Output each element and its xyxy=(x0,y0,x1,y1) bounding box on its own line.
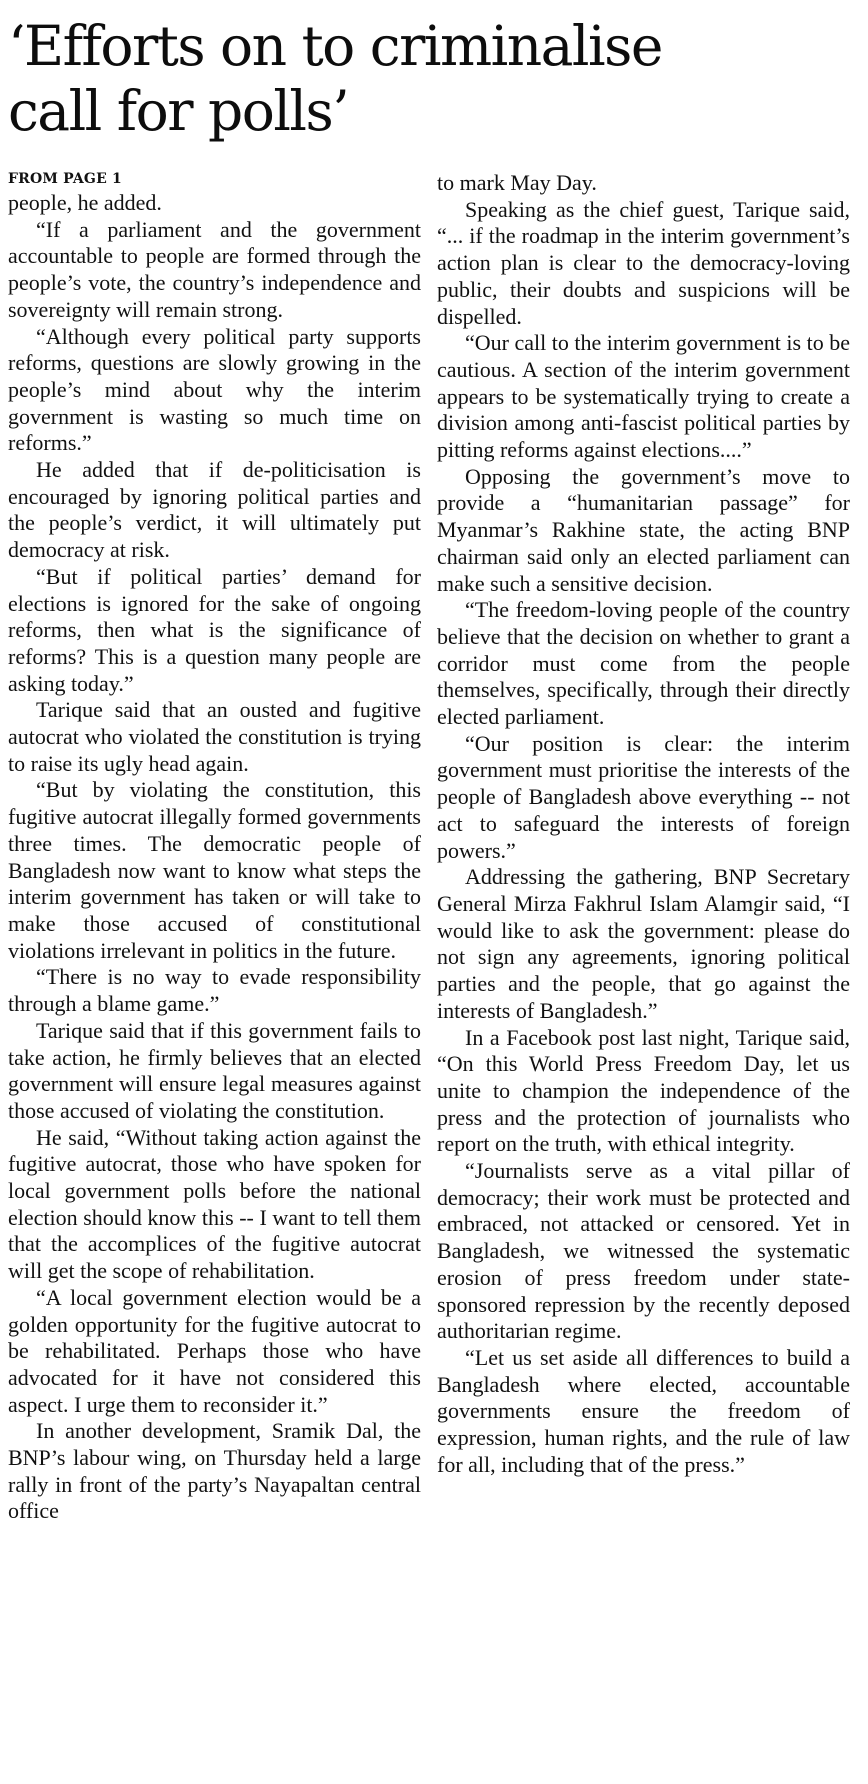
paragraph: Speaking as the chief guest, Tarique said, “... if the roadmap in the interim government’s action plan is clear to the democracy-loving public, their doubts and suspicions will be dispelled. xyxy=(437,196,850,329)
paragraph: “Although every political party supports reforms, questions are slowly growing in the people’s mind about why the interim government is wasting so much time on reforms.” xyxy=(8,323,421,456)
news-article xyxy=(8,0,854,1784)
paragraph: “If a parliament and the government accountable to people are formed through the people’s vote, the country’s independence and sovereignty will remain strong. xyxy=(8,216,421,322)
paragraph: “Journalists serve as a vital pillar of democracy; their work must be protected and embraced, not attacked or censored. Yet in Bangladesh, we witnessed the systematic erosion of press freedom under state-sponsored repression by the recently deposed authoritarian regime. xyxy=(437,1158,850,1344)
paragraph: “Let us set aside all differences to build a Bangladesh where elected, accountable governments ensure the freedom of expression, human rights, and the rule of law for all, including that of the press.” xyxy=(437,1344,850,1477)
paragraph: “There is no way to evade responsibility through a blame game.” xyxy=(8,964,421,1017)
paragraph: In a Facebook post last night, Tarique said, “On this World Press Freedom Day, let us unite to champion the independence of the press and the protection of journalists who report on the truth, with ethical integrity. xyxy=(437,1024,850,1157)
paragraph: He said, “Without taking action against the fugitive autocrat, those who have spoken for local government polls before the national election should know this -- I want to tell them that the accomplices of the fugitive autocrat will get the scope of rehabilitation. xyxy=(8,1124,421,1284)
paragraph: “Our call to the interim government is to be cautious. A section of the interim government appears to be systematically trying to create a division among anti-fascist political parties by pitting reforms against elections....” xyxy=(437,330,850,463)
paragraph: “The freedom-loving people of the country believe that the decision on whether to grant a corridor must come from the people themselves, specifically, through their directly elected parliament. xyxy=(437,597,850,730)
paragraph: “Our position is clear: the interim government must prioritise the interests of the people of Bangladesh above everything -- not act to safeguard the interests of foreign powers.” xyxy=(437,730,850,863)
paragraph: Tarique said that if this government fails to take action, he firmly believes that an elected government will ensure legal measures against those accused of violating the constitution. xyxy=(8,1017,421,1123)
paragraph: In another development, Sramik Dal, the BNP’s labour wing, on Thursday held a large rally in front of the party’s Nayapaltan central office xyxy=(8,1418,421,1524)
paragraph: He added that if de-politicisation is encouraged by ignoring political parties and the people’s verdict, it will ultimately put democracy at risk. xyxy=(8,457,421,563)
paragraph: people, he added. xyxy=(8,190,162,215)
paragraph: “But by violating the constitution, this fugitive autocrat illegally formed governments three times. The democratic people of Bangladesh now want to know what steps the interim government has taken or will take to make those accused of constitutional violations irrelevant in politics in the future. xyxy=(8,777,421,963)
paragraph: “But if political parties’ demand for elections is ignored for the sake of ongoing reforms, then what is the significance of reforms? This is a question many people are asking today.” xyxy=(8,563,421,696)
paragraph: “A local government election would be a golden opportunity for the fugitive autocrat to be rehabilitated. Perhaps those who have advocated for it have not considered this aspect. I urge them to reconsider it.” xyxy=(8,1284,421,1417)
column-right xyxy=(437,170,850,1525)
article-body xyxy=(8,170,854,1525)
paragraph: Opposing the government’s move to provide a “humanitarian passage” for Myanmar’s Rakhine state, the acting BNP chairman said only an elected parliament can make such a sensitive decision. xyxy=(437,463,850,596)
headline: ‘Efforts on to criminalise call for polls’ xyxy=(8,14,662,143)
paragraph: Tarique said that an ousted and fugitive autocrat who violated the constitution is trying to raise its ugly head again. xyxy=(8,697,421,776)
paragraph: to mark May Day. xyxy=(437,170,597,195)
column-left xyxy=(8,170,421,1525)
paragraph: Addressing the gathering, BNP Secretary General Mirza Fakhrul Islam Alamgir said, “I would like to ask the government: please do not sign any agreements, ignoring political parties and the people, that go against the interests of Bangladesh.” xyxy=(437,864,850,1023)
continuation-kicker: FROM PAGE 1 xyxy=(8,171,122,187)
